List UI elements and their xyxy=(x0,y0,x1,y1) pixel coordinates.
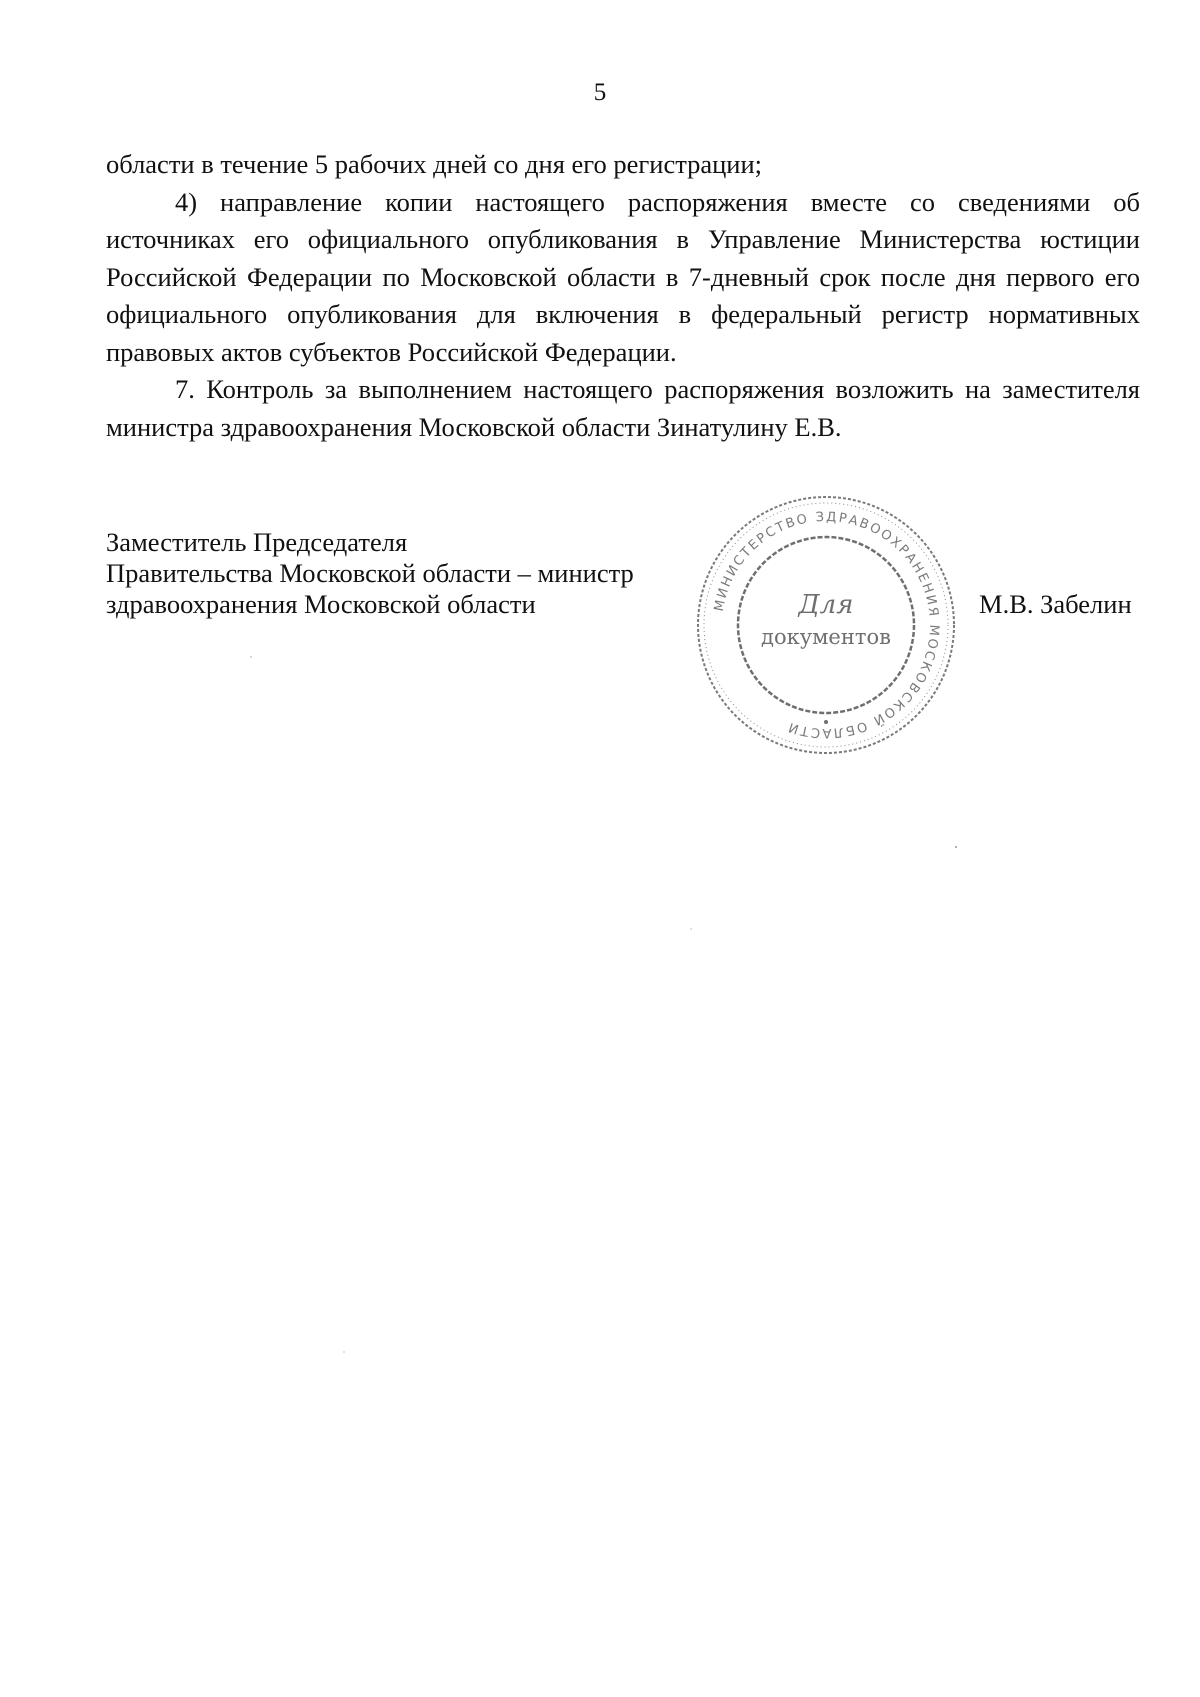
seal-inner-line: Для xyxy=(798,590,854,620)
signatory-position-line: здравоохранения Московской области xyxy=(106,589,536,619)
document-body xyxy=(106,146,1140,446)
official-seal-stamp xyxy=(692,491,960,759)
paragraph-continuation: области в течение 5 рабочих дней со дня его регистрации; xyxy=(106,149,763,179)
signatory-position-line: Правительства Московской области – министр xyxy=(106,558,634,588)
scan-speck xyxy=(690,928,692,930)
paragraph-item-4: 4) направление копии настоящего распоряжения вместе со сведениями об источниках его официального опубликования в Управление Министерства юстиции Российской Федерации по Московской области в 7-дневный срок после дня первого его официального опубликования для включения в федеральный регистр нормативных правовых актов субъектов Российской Федерации. xyxy=(106,186,1140,367)
seal-ring-text: МИНИСТЕРСТВО ЗДРАВООХРАНЕНИЯ МОСКОВСКОЙ ОБЛАСТИ xyxy=(711,509,942,741)
page-number: 5 xyxy=(593,79,607,106)
scan-speck xyxy=(343,1351,345,1353)
paragraph-item-7: 7. Контроль за выполнением настоящего распоряжения возложить на заместителя министра здравоохранения Московской области Зинатулину Е.В. xyxy=(106,374,1140,442)
signatory-name: М.В. Забелин xyxy=(979,589,1132,619)
seal-inner-line: документов xyxy=(761,625,891,649)
signatory-position xyxy=(106,527,686,620)
scan-speck xyxy=(250,656,252,658)
seal-icon xyxy=(692,491,960,759)
scan-speck xyxy=(955,846,957,848)
signatory-position-line: Заместитель Председателя xyxy=(106,527,408,557)
